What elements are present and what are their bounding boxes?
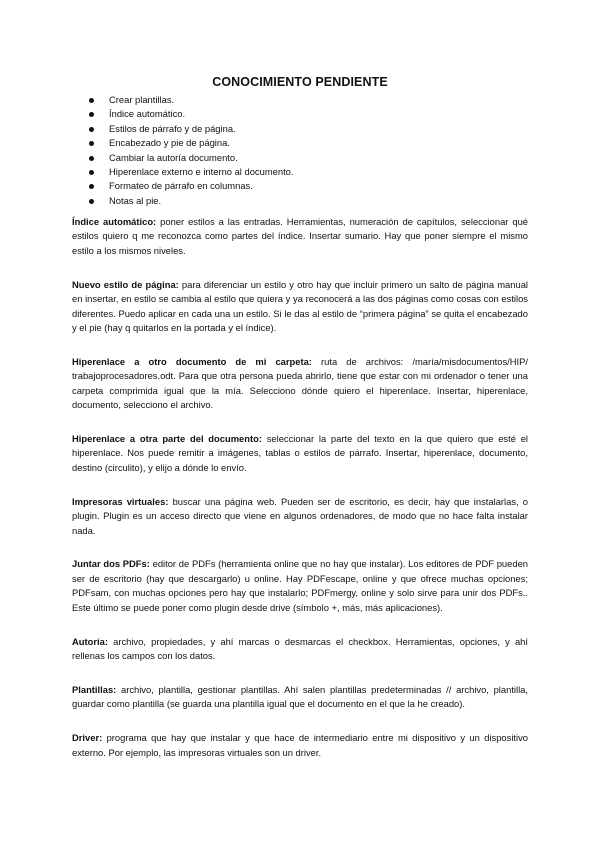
list-item: Crear plantillas. <box>88 93 294 107</box>
section-term: Plantillas: <box>72 683 117 695</box>
section-nuevo-estilo <box>72 278 528 336</box>
section-autoria <box>72 635 528 664</box>
list-item: Cambiar la autoría documento. <box>88 151 294 165</box>
section-text: editor de PDFs (herramienta online que no hay que instalar). Los editores de PDF pueden ser de escritorio (hay que descargarlo) u online. Hay PDFescape, online y que ofrece muchas opciones; PDFsam, con muchas opciones pero hay que instalarlo; PDFmergy, online y solo sirve para unir dos PDFs.. Este último se puede poner como plugin desde drive (símbolo +, más, más aplicaciones). <box>72 558 528 613</box>
section-term: Índice automático: <box>72 216 157 227</box>
section-term: Juntar dos PDFs: <box>72 558 150 570</box>
section-text: seleccionar la parte del texto en la que quiero que esté el hiperenlace. Nos puede remitir a imágenes, tablas o estilos de párrafo. Insertar, hiperenlace, documento, destino (circulito), y elijo a dónde lo envío. <box>72 432 528 473</box>
section-text: poner estilos a las entradas. Herramientas, numeración de capítulos, seleccionar qué estilos quiero q me reconozca como partes del índice. Insertar sumario. Hay que poner siempre el mismo estilo a los mismos niveles. <box>72 216 529 256</box>
section-juntar-pdfs <box>72 557 528 615</box>
section-driver <box>72 731 528 760</box>
list-item: Índice automático. <box>88 107 294 121</box>
section-hiperenlace-interno <box>72 432 528 475</box>
section-term: Autoría: <box>72 635 108 647</box>
list-item: Formateo de párrafo en columnas. <box>88 179 294 193</box>
section-term: Hiperenlace a otra parte del documento: <box>72 432 262 444</box>
section-text: para diferenciar un estilo y otro hay que incluir primero un salto de página manual en insertar, en estilo se cambia al estilo que quiera y ya reconocerá a las dos páginas como cosas con estilos diferentes. Puedo aplicar en cada una un estilo. Si le das al estilo de “primera página” se quita el encabezado y el pie (hay q quitarlos en la portada y el índice). <box>72 278 528 333</box>
section-term: Hiperenlace a otro documento de mi carpeta: <box>72 355 312 367</box>
section-hiperenlace-documento <box>72 355 528 413</box>
section-term: Driver: <box>72 732 103 744</box>
section-plantillas <box>72 683 528 712</box>
section-term: Nuevo estilo de página: <box>72 278 179 290</box>
list-item: Estilos de párrafo y de página. <box>88 122 294 136</box>
list-item: Hiperenlace externo e interno al documento. <box>88 165 294 179</box>
section-text: programa que hay que instalar y que hace de intermediario entre mi dispositivo y un dispositivo externo. Por ejemplo, las impresoras virtuales son un driver. <box>72 732 528 758</box>
list-item: Notas al pie. <box>88 194 294 208</box>
section-text: archivo, plantilla, gestionar plantillas. Ahí salen plantillas predeterminadas // archivo, plantilla, guardar como plantilla (se guarda una plantilla igual que el documento en el que la he creado). <box>72 683 528 710</box>
list-item: Encabezado y pie de página. <box>88 136 294 150</box>
page-title: CONOCIMIENTO PENDIENTE <box>212 75 388 89</box>
section-text: ruta de archivos: /maría/misdocumentos/HIP/ trabajoprocesadores.odt. Para que otra persona pueda abrirlo, tiene que estar con mi ordenador o tener una carpeta comprimida igual que la mía. Selecciono dónde quiero el hiperenlace. Insertar, hiperenlace, documento, selecciono el archivo. <box>72 355 529 411</box>
section-indice-automatico <box>72 215 528 258</box>
section-text: buscar una página web. Pueden ser de escritorio, es decir, hay que instalarlas, o plugin. Plugin es un acceso directo que viene en algunos ordenadores, de modo que no hace falta instalar nada. <box>72 495 528 536</box>
section-impresoras-virtuales <box>72 495 528 538</box>
notes-sections <box>72 215 528 779</box>
section-text: archivo, propiedades, y ahí marcas o desmarcas el checkbox. Herramientas, opciones, y ahí rellenas los campos con los datos. <box>72 635 528 661</box>
section-term: Impresoras virtuales: <box>72 495 169 507</box>
pending-list <box>88 93 294 208</box>
